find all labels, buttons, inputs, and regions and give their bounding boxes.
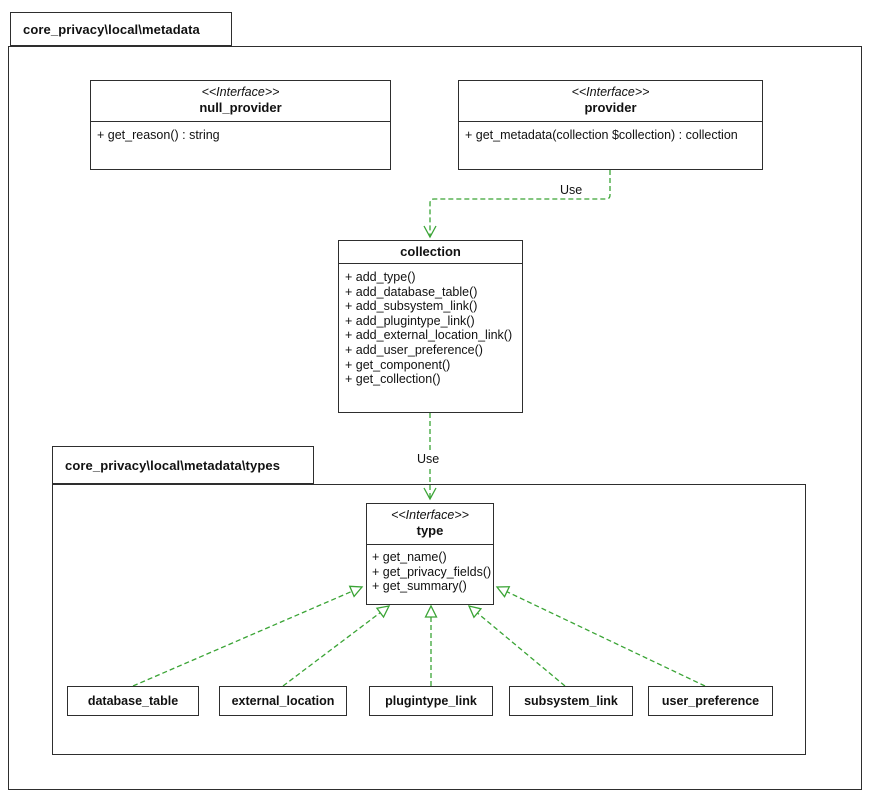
class-provider: [458, 80, 763, 170]
method: + add_database_table(): [345, 284, 478, 299]
class-subsystem-link: [509, 686, 633, 716]
method: + add_external_location_link(): [345, 328, 513, 343]
package-label: core_privacy\local\metadata\types: [65, 457, 281, 473]
class-header: [339, 241, 522, 264]
class-collection: [338, 240, 523, 413]
class-external-location: [219, 686, 347, 716]
method: + add_user_preference(): [345, 342, 483, 357]
package-tab-metadata: [10, 12, 232, 46]
class-type: [366, 503, 494, 605]
method: + add_type(): [345, 270, 416, 284]
class-name: user_preference: [661, 694, 760, 708]
method: + add_subsystem_link(): [345, 299, 478, 314]
method: + get_metadata(collection $collection) : collection: [465, 128, 738, 142]
class-name: collection: [400, 244, 461, 259]
methods-compartment: [91, 122, 390, 143]
class-header: [91, 81, 390, 122]
method: + get_collection(): [345, 372, 441, 387]
methods-compartment: [459, 122, 762, 143]
class-name: null_provider: [199, 100, 282, 115]
stereotype-label: <<Interface>>: [201, 85, 280, 99]
method: + get_component(): [345, 357, 451, 372]
methods-compartment: [339, 264, 522, 387]
package-label: core_privacy\local\metadata: [23, 21, 200, 37]
class-null-provider: [90, 80, 391, 170]
class-name: plugintype_link: [385, 694, 477, 708]
class-name: database_table: [87, 694, 179, 708]
class-name: external_location: [231, 694, 335, 708]
edge-label-use-collection: Use: [417, 452, 440, 466]
method: + get_privacy_fields(): [372, 564, 492, 579]
method: + get_name(): [372, 550, 447, 564]
methods-compartment: [367, 545, 493, 594]
package-tab-types: [52, 446, 314, 484]
stereotype-label: <<Interface>>: [571, 85, 650, 99]
edge-label-use-provider: Use: [560, 183, 583, 197]
class-name: subsystem_link: [524, 694, 618, 708]
class-database-table: [67, 686, 199, 716]
class-header: [459, 81, 762, 122]
method: + get_reason() : string: [97, 128, 220, 142]
stereotype-label: <<Interface>>: [391, 508, 469, 522]
class-name: provider: [584, 100, 637, 115]
class-name: type: [416, 523, 444, 538]
method: + add_plugintype_link(): [345, 313, 475, 328]
class-plugintype-link: [369, 686, 493, 716]
class-user-preference: [648, 686, 773, 716]
method: + get_summary(): [372, 579, 467, 594]
class-header: [367, 504, 493, 545]
